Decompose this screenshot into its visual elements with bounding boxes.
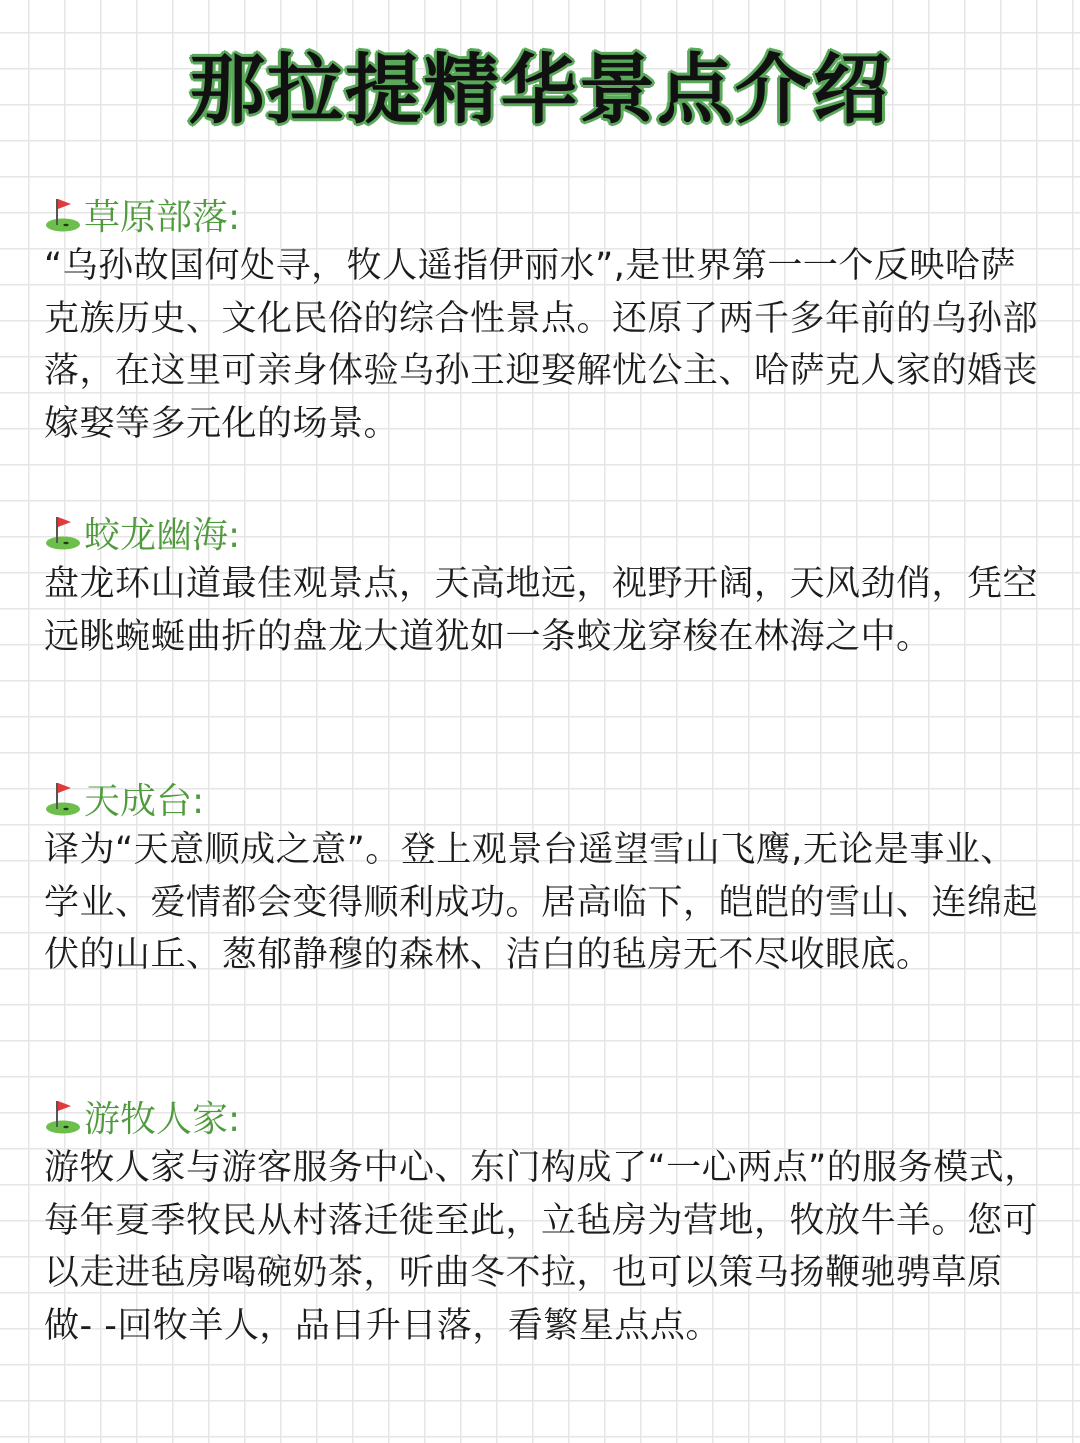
section-body: 游牧人家与游客服务中心、东门构成了“一心两点”的服务模式，每年夏季牧民从村落迁徙至此，立毡房为营地，牧放牛羊。您可以走进毡房喝碗奶茶，听曲冬不拉，也可以策马扬鞭驰骋草原做- -回牧羊人，品日升日落，看繁星点点。 (44, 1148, 1040, 1346)
golf-flag-icon (44, 779, 82, 817)
section-heading-text: 游牧人家: (84, 1098, 241, 1140)
section-body: “乌孙故国何处寻，牧人遥指伊丽水”,是世界第一一个反映哈萨克族历史、文化民俗的综合性景点。还原了两千多年前的乌孙部落，在这里可亲身体验乌孙王迎娶解忧公主、哈萨克人家的婚丧嫁娶等多元化的场景。 (44, 246, 1039, 444)
section-heading-text: 天成台: (84, 780, 205, 822)
section-heading (44, 1090, 1044, 1142)
section-heading (44, 506, 1044, 558)
golf-flag-icon (44, 1097, 82, 1135)
page-title: 那拉提精华景点介绍 (189, 45, 891, 134)
section-tiancheng-terrace (44, 772, 1044, 982)
section-body: 译为“天意顺成之意”。登上观景台遥望雪山飞鹰,无论是事业、学业、爱情都会变得顺利成功。居高临下，皑皑的雪山、连绵起伏的山丘、葱郁静穆的森林、洁白的毡房无不尽收眼底。 (44, 830, 1039, 975)
section-heading-text: 草原部落: (84, 196, 241, 238)
section-dragon-sea (44, 506, 1044, 663)
section-heading-text: 蛟龙幽海: (84, 514, 241, 556)
section-heading (44, 188, 1044, 240)
section-nomad-home (44, 1090, 1044, 1352)
section-body: 盘龙环山道最佳观景点，天高地远，视野开阔，天风劲俏，凭空远眺蜿蜒曲折的盘龙大道犹如一条蛟龙穿梭在林海之中。 (44, 564, 1039, 657)
section-grassland-tribe (44, 188, 1044, 450)
golf-flag-icon (44, 513, 82, 551)
golf-flag-icon (44, 195, 82, 233)
section-heading (44, 772, 1044, 824)
